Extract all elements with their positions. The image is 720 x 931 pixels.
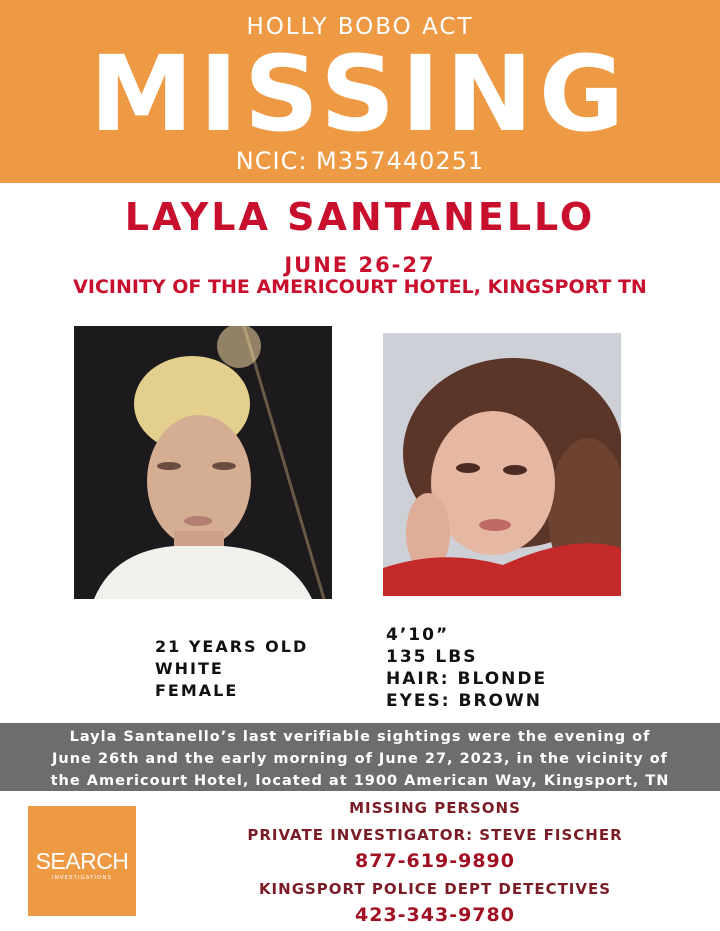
height-text: 4’10” xyxy=(386,625,450,645)
investigator-label: PRIVATE INVESTIGATOR: STEVE FISCHER xyxy=(247,826,623,844)
weight-text: 135 LBS xyxy=(386,647,478,667)
ncic-number: NCIC: M357440251 xyxy=(235,147,485,175)
description-line: Layla Santanello’s last verifiable sightings were the evening of xyxy=(69,729,651,745)
person-name: LAYLA SANTANELLO xyxy=(124,195,596,239)
police-phone: 423-343-9780 xyxy=(355,904,515,926)
stats-left xyxy=(155,636,308,702)
missing-location: VICINITY OF THE AMERICOURT HOTEL, KINGSPORT TN xyxy=(73,276,647,298)
logo-sub-text: INVESTIGATIONS xyxy=(52,875,112,881)
description-line: June 26th and the early morning of June 27, 2023, in the vicinity of xyxy=(52,751,668,767)
description-bar xyxy=(0,723,720,791)
missing-date: JUNE 26-27 xyxy=(284,253,436,277)
act-title: HOLLY BOBO ACT xyxy=(246,14,474,40)
police-label: KINGSPORT POLICE DEPT DETECTIVES xyxy=(258,880,612,898)
photo-right xyxy=(383,333,621,596)
photo-right-image xyxy=(383,333,621,596)
age-text: 21 YEARS OLD xyxy=(155,637,309,656)
missing-title: MISSING xyxy=(89,33,631,155)
eyes-text: EYES: BROWN xyxy=(386,691,542,711)
investigator-phone: 877-619-9890 xyxy=(355,850,515,872)
contact-heading: MISSING PERSONS xyxy=(349,799,521,817)
description-line: the Americourt Hotel, located at 1900 American Way, Kingsport, TN xyxy=(50,773,670,789)
stats-right xyxy=(386,624,547,712)
photo-left-image xyxy=(74,326,332,599)
logo-main-text: SEARCH xyxy=(35,848,129,874)
race-text: WHITE xyxy=(155,659,224,678)
photo-left xyxy=(74,326,332,599)
header-banner xyxy=(0,0,720,183)
hair-text: HAIR: BLONDE xyxy=(386,669,548,689)
sex-text: FEMALE xyxy=(155,681,239,700)
search-investigations-logo xyxy=(28,806,136,916)
